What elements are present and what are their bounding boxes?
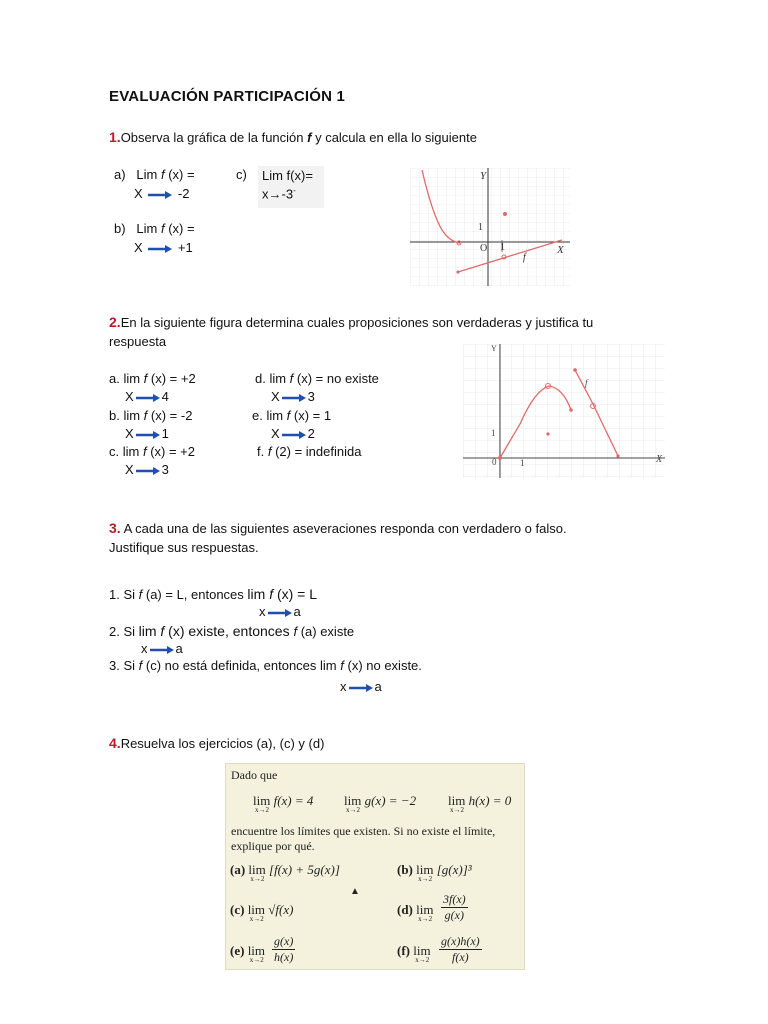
graph1-x-label: X xyxy=(557,244,564,256)
q2-item-d-sub: X 3 xyxy=(271,389,315,404)
q2-item-b-sub: X 1 xyxy=(125,426,169,441)
arrow-right-icon xyxy=(150,646,174,654)
q2-item-e: e. lim f (x) = 1 xyxy=(252,408,332,423)
scan-dado: Dado que xyxy=(231,768,278,782)
scan-instruction-2: explique por qué. xyxy=(231,839,315,853)
q3-number: 3. xyxy=(109,520,121,536)
graph1-f-label: f xyxy=(523,252,526,263)
scan-exercise-e: (e) lim x→2 xyxy=(230,943,266,964)
q2-item-a: a. lim f (x) = +2 xyxy=(109,371,196,386)
q4-number: 4. xyxy=(109,735,121,751)
scan-exercise-c: (c) lim x→2 √f(x) xyxy=(230,902,294,923)
graph1-y-label: Y xyxy=(480,170,487,182)
q3-statement-3-sub: x a xyxy=(340,679,382,694)
q2-item-c-sub: X 3 xyxy=(125,462,169,477)
q2-item-f: f. f (2) = indefinida xyxy=(257,444,362,459)
graph2-y-label: Y xyxy=(491,344,497,353)
q3-statement-2: 2. Si lim f (x) existe, entonces f (a) existe xyxy=(109,623,355,639)
q1-item-a-sub: X -2 xyxy=(134,186,190,201)
arrow-right-icon xyxy=(148,245,172,253)
scan-exercise-e-frac: g(x) h(x) xyxy=(274,934,294,964)
q3-statement-1: 1. Si f (a) = L, entonces lim f (x) = L xyxy=(109,586,318,602)
q2-item-b: b. lim f (x) = -2 xyxy=(109,408,193,423)
q4-statement: 4.Resuelva los ejercicios (a), (c) y (d) xyxy=(109,735,325,751)
graph2-x-label: X xyxy=(656,454,663,465)
graph2-f-label: f xyxy=(585,378,588,388)
scan-exercise-b: (b) lim x→2 [g(x)]³ xyxy=(397,862,472,883)
arrow-right-icon xyxy=(349,684,373,692)
isolated-point xyxy=(503,212,507,216)
q2-item-d: d. lim f (x) = no existe xyxy=(255,371,379,386)
scan-exercise-f-frac: g(x)h(x) f(x) xyxy=(441,934,480,964)
q3-statement: 3. A cada una de las siguientes aseveraciones responda con verdadero o falso. Justifique sus respuestas. xyxy=(109,520,567,555)
q4-exercise-image xyxy=(225,763,525,970)
cursor-icon: ▲ xyxy=(350,886,360,897)
scan-instruction-1: encuentre los límites que existen. Si no existe el límite, xyxy=(231,824,496,838)
q2-item-c: c. lim f (x) = +2 xyxy=(109,444,195,459)
scan-given-h: lim x→2 h(x) = 0 xyxy=(448,793,512,814)
scan-exercise-a: (a) lim x→2 [f(x) + 5g(x)] xyxy=(230,862,340,883)
q2-item-a-sub: X 4 xyxy=(125,389,169,404)
arrow-right-icon xyxy=(268,609,292,617)
q2-number: 2. xyxy=(109,314,121,330)
arrow-right-icon xyxy=(282,394,306,402)
isolated-point xyxy=(546,432,549,435)
q1-item-a: a) Lim f (x) = xyxy=(114,167,195,182)
scan-exercise-d-frac: 3f(x) g(x) xyxy=(443,892,466,922)
arrow-right-icon xyxy=(136,467,160,475)
page-title: EVALUACIÓN PARTICIPACIÓN 1 xyxy=(109,88,346,105)
q1-number: 1. xyxy=(109,129,121,145)
q1-item-b: b) Lim f (x) = xyxy=(114,221,195,236)
arrow-right-icon xyxy=(136,431,160,439)
q1-item-c-box: Lim f(x)= x→-3- xyxy=(258,166,324,208)
q2-statement: 2.En la siguiente figura determina cuales proposiciones son verdaderas y justifica tu respuesta xyxy=(109,314,594,349)
arrow-right-icon xyxy=(148,191,172,199)
q3-statement-2-sub: x a xyxy=(141,641,183,656)
q3-statement-1-sub: x a xyxy=(259,604,301,619)
graph2-one-y: 1 xyxy=(491,428,496,438)
scan-given-f: lim x→2 f(x) = 4 xyxy=(253,793,314,814)
q1-item-c-label: c) xyxy=(236,167,247,182)
graph2-one-x: 1 xyxy=(520,458,525,468)
graph2-origin: 0 xyxy=(492,457,497,467)
graph1-origin: O xyxy=(480,243,488,254)
q3-statement-3: 3. Si f (c) no está definida, entonces lim f (x) no existe. xyxy=(109,658,422,673)
scan-exercise-d: (d) lim x→2 xyxy=(397,902,434,923)
q1-statement: 1.Observa la gráfica de la función f y calcula en ella lo siguiente xyxy=(109,129,477,145)
q1-graph xyxy=(410,168,570,286)
arrow-right-icon xyxy=(136,394,160,402)
q2-graph xyxy=(463,344,665,478)
arrow-right-icon xyxy=(282,431,306,439)
q1-item-b-sub: X +1 xyxy=(134,240,193,255)
graph1-one-x: 1 xyxy=(500,242,505,253)
q2-item-e-sub: X 2 xyxy=(271,426,315,441)
graph1-one-y: 1 xyxy=(478,222,483,233)
scan-given-g: lim x→2 g(x) = −2 xyxy=(344,793,417,814)
scan-exercise-f: (f) lim x→2 xyxy=(397,943,431,964)
